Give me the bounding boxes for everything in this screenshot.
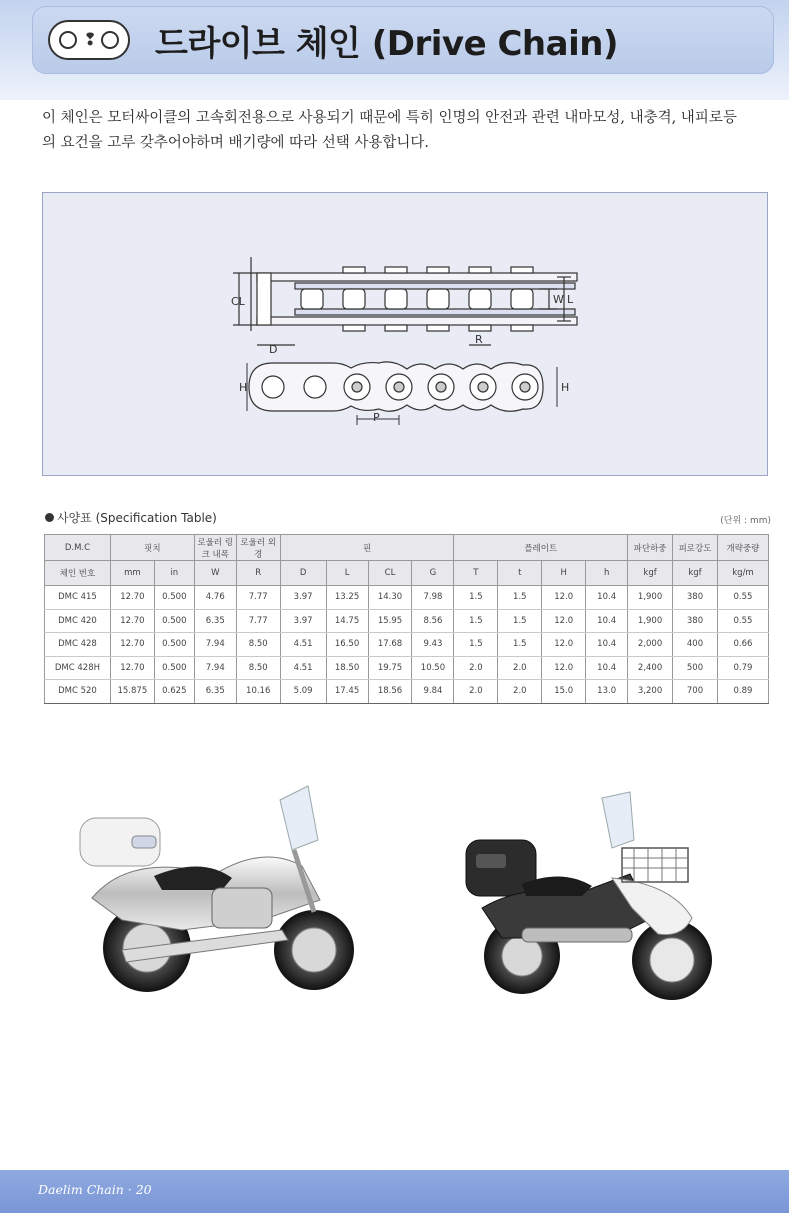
table-cell: 12.70 (110, 609, 154, 633)
intro-paragraph: 이 체인은 모터싸이클의 고속회전용으로 사용되기 때문에 특히 인명의 안전과 관련 내마모성, 내충격, 내피로등의 요건을 고루 갖추어야하며 배기량에 따라 선택 사용합니다. (42, 110, 737, 151)
th-r: R (236, 561, 280, 586)
table-cell: 14.30 (368, 586, 412, 610)
dim-h-left-label: H (239, 381, 248, 394)
th-dmc: D.M.C (45, 535, 111, 561)
table-cell: 10.4 (586, 633, 628, 657)
table-cell: 19.75 (368, 656, 412, 680)
table-cell: 0.500 (154, 656, 194, 680)
table-cell: 3,200 (628, 680, 673, 704)
th-plate-T: T (454, 561, 498, 586)
table-cell: 1.5 (454, 609, 498, 633)
th-l: L (326, 561, 368, 586)
chain-number-cell: DMC 520 (45, 680, 111, 704)
spec-table (44, 534, 769, 704)
th-kgm: kg/m (717, 561, 768, 586)
spec-title-text: 사양표 (Specification Table) (57, 511, 217, 525)
table-cell: 10.4 (586, 586, 628, 610)
th-w: W (194, 561, 236, 586)
table-cell: 0.79 (717, 656, 768, 680)
chain-number-cell: DMC 420 (45, 609, 111, 633)
table-cell: 2.0 (454, 680, 498, 704)
th-pin: 핀 (280, 535, 454, 561)
table-cell: 3.97 (280, 609, 326, 633)
logo-ring-left-icon (59, 31, 77, 49)
table-cell: 400 (673, 633, 718, 657)
table-cell: 7.94 (194, 633, 236, 657)
logo-ring-right-icon (101, 31, 119, 49)
dim-d-label: D (269, 343, 278, 356)
table-cell: 17.68 (368, 633, 412, 657)
table-cell: 2,400 (628, 656, 673, 680)
table-cell: 380 (673, 609, 718, 633)
page-title: 드라이브 체인 (Drive Chain) (155, 24, 618, 64)
table-cell: 1,900 (628, 586, 673, 610)
table-cell: 4.51 (280, 656, 326, 680)
table-cell: 1.5 (498, 586, 542, 610)
dim-h-right-label: H (561, 381, 570, 394)
table-cell: 12.70 (110, 586, 154, 610)
table-cell: 9.43 (412, 633, 454, 657)
cruiser-motorcycle-image (62, 780, 362, 1010)
th-chain-no: 체인 번호 (45, 561, 111, 586)
footer-band (0, 1170, 789, 1213)
table-cell: 0.625 (154, 680, 194, 704)
th-approx-weight: 개략중량 (717, 535, 768, 561)
table-cell: 17.45 (326, 680, 368, 704)
table-cell: 8.50 (236, 656, 280, 680)
chain-side-view (249, 362, 543, 411)
bullet-icon (45, 513, 54, 522)
chain-top-view (233, 257, 577, 345)
table-cell: 0.66 (717, 633, 768, 657)
th-kgf-2: kgf (673, 561, 718, 586)
table-cell: 7.77 (236, 586, 280, 610)
table-cell: 9.84 (412, 680, 454, 704)
th-in: in (154, 561, 194, 586)
th-g: G (412, 561, 454, 586)
table-cell: 5.09 (280, 680, 326, 704)
th-plate-t: t (498, 561, 542, 586)
th-cl: CL (368, 561, 412, 586)
table-cell: 700 (673, 680, 718, 704)
th-plate-h: h (586, 561, 628, 586)
table-cell: 4.76 (194, 586, 236, 610)
table-cell: 18.50 (326, 656, 368, 680)
table-row (45, 609, 769, 633)
table-cell: 0.500 (154, 609, 194, 633)
table-row (45, 656, 769, 680)
dim-w-label: W (553, 293, 564, 306)
table-cell: 380 (673, 586, 718, 610)
th-plate-H: H (542, 561, 586, 586)
table-cell: 12.70 (110, 656, 154, 680)
table-cell: 12.70 (110, 633, 154, 657)
table-cell: 15.875 (110, 680, 154, 704)
table-cell: 6.35 (194, 680, 236, 704)
table-row (45, 680, 769, 704)
chain-number-cell: DMC 428 (45, 633, 111, 657)
table-cell: 14.75 (326, 609, 368, 633)
chain-drawing (43, 193, 769, 477)
dim-p-label: P (373, 411, 380, 424)
table-cell: 2.0 (498, 656, 542, 680)
table-cell: 8.50 (236, 633, 280, 657)
table-cell: 2.0 (498, 680, 542, 704)
table-cell: 2,000 (628, 633, 673, 657)
table-cell: 0.89 (717, 680, 768, 704)
chain-number-cell: DMC 415 (45, 586, 111, 610)
table-cell: 1.5 (454, 586, 498, 610)
table-cell: 7.77 (236, 609, 280, 633)
unit-note: (단위 : mm) (720, 516, 771, 526)
dim-l-label: L (567, 293, 574, 306)
table-cell: 10.4 (586, 609, 628, 633)
table-cell: 1.5 (498, 609, 542, 633)
chain-number-cell: DMC 428H (45, 656, 111, 680)
table-row (45, 586, 769, 610)
table-cell: 0.500 (154, 633, 194, 657)
scooter-motorcycle-image (462, 788, 722, 1008)
table-cell: 12.0 (542, 633, 586, 657)
table-cell: 4.51 (280, 633, 326, 657)
table-cell: 10.4 (586, 656, 628, 680)
th-breaking-load: 파단하중 (628, 535, 673, 561)
th-plate: 플레이트 (454, 535, 628, 561)
th-d: D (280, 561, 326, 586)
table-cell: 13.25 (326, 586, 368, 610)
logo-center-mark-icon: ❢ (83, 30, 98, 50)
th-kgf-1: kgf (628, 561, 673, 586)
table-cell: 1.5 (454, 633, 498, 657)
table-cell: 0.55 (717, 586, 768, 610)
table-cell: 3.97 (280, 586, 326, 610)
dim-cl-label: CL (231, 295, 245, 308)
th-fatigue-strength: 피로강도 (673, 535, 718, 561)
table-cell: 13.0 (586, 680, 628, 704)
table-cell: 1,900 (628, 609, 673, 633)
table-row (45, 633, 769, 657)
table-cell: 2.0 (454, 656, 498, 680)
th-roller-od: 로울러 외경 (236, 535, 280, 561)
table-cell: 0.55 (717, 609, 768, 633)
table-cell: 7.98 (412, 586, 454, 610)
chain-diagram (42, 192, 768, 476)
table-cell: 6.35 (194, 609, 236, 633)
table-cell: 0.500 (154, 586, 194, 610)
table-cell: 10.50 (412, 656, 454, 680)
table-cell: 10.16 (236, 680, 280, 704)
table-cell: 18.56 (368, 680, 412, 704)
table-cell: 12.0 (542, 586, 586, 610)
dim-r-label: R (475, 333, 483, 346)
spec-table-body (45, 586, 769, 704)
chain-logo-icon (48, 20, 130, 60)
table-cell: 7.94 (194, 656, 236, 680)
th-pitch: 핏치 (110, 535, 194, 561)
table-cell: 12.0 (542, 609, 586, 633)
table-cell: 8.56 (412, 609, 454, 633)
table-cell: 1.5 (498, 633, 542, 657)
table-cell: 500 (673, 656, 718, 680)
spec-table-title (45, 509, 217, 526)
table-cell: 15.95 (368, 609, 412, 633)
table-cell: 16.50 (326, 633, 368, 657)
table-cell: 15.0 (542, 680, 586, 704)
th-roller-link-inner: 로울러 링크 내폭 (194, 535, 236, 561)
table-cell: 12.0 (542, 656, 586, 680)
footer-page-label: Daelim Chain · 20 (38, 1182, 152, 1197)
th-mm: mm (110, 561, 154, 586)
